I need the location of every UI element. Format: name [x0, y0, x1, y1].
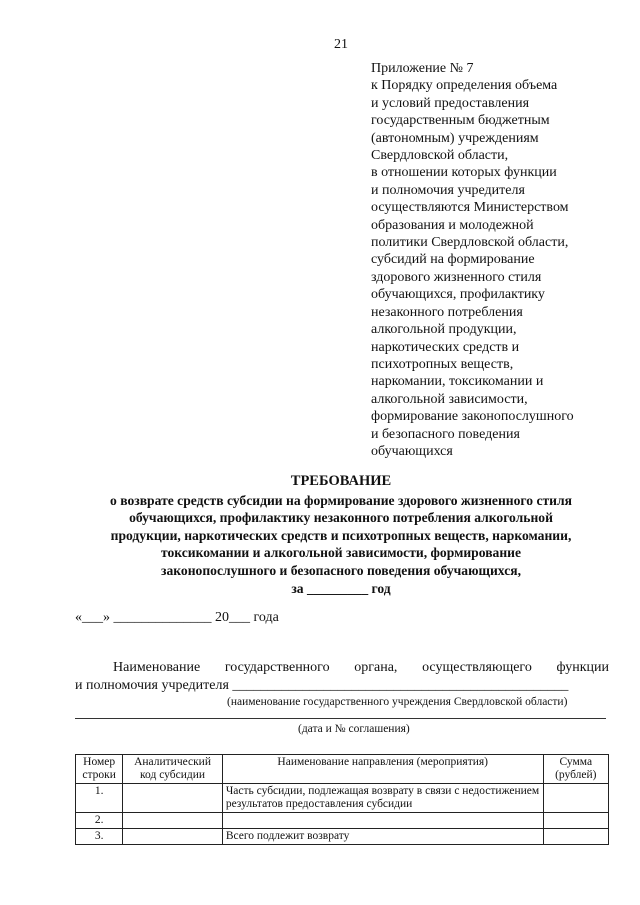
appendix-line: алкогольной зависимости,: [371, 391, 528, 407]
founder-name-line-1: Наименование государственного органа, осуществляющего функции: [113, 660, 609, 675]
row-direction: Часть субсидии, подлежащая возврату в связи с недостижением результатов предоставления субсидии: [222, 784, 543, 813]
appendix-line: Приложение № 7: [371, 61, 474, 76]
appendix-line: в отношении которых функции: [371, 165, 557, 181]
row-sum: [543, 784, 608, 813]
subtitle-line: обучающихся, профилактику незаконного потребления алкогольной: [129, 510, 553, 526]
row-direction: Всего подлежит возврату: [222, 829, 543, 845]
row-sum: [543, 829, 608, 845]
row-number: 3.: [76, 829, 123, 845]
row-code: [123, 784, 223, 813]
appendix-line: обучающихся, профилактику: [371, 287, 545, 303]
subtitle-year-line: за _________ год: [291, 580, 391, 596]
subsidy-return-table: [75, 754, 609, 845]
appendix-line: психотропных веществ,: [371, 356, 514, 372]
row-number: 1.: [76, 784, 123, 813]
appendix-line: незаконного потребления: [371, 304, 523, 320]
appendix-line: политики Свердловской области,: [371, 235, 569, 251]
appendix-line: государственным бюджетным: [371, 113, 550, 129]
appendix-line: наркотических средств и: [371, 339, 520, 355]
row-sum: [543, 813, 608, 829]
row-direction: [222, 813, 543, 829]
appendix-line: осуществляются Министерством: [371, 200, 569, 216]
subtitle-line: законопослушного и безопасного поведения обучающихся,: [161, 562, 521, 578]
row-code: [123, 829, 223, 845]
appendix-line: образования и молодежной: [371, 217, 534, 233]
appendix-line: к Порядку определения объема: [371, 78, 558, 94]
appendix-line: и безопасного поведения: [371, 426, 520, 442]
row-code: [123, 813, 223, 829]
table-row: [76, 829, 609, 845]
appendix-line: и полномочия учредителя: [371, 182, 525, 198]
header-subsidy-code: Аналитический код субсидии: [123, 755, 223, 784]
table-header-row: [76, 755, 609, 784]
agreement-caption: (дата и № соглашения): [298, 723, 410, 735]
subtitle-line: токсикомании и алкогольной зависимости, формирование: [160, 545, 522, 561]
header-sum: Сумма (рублей): [543, 755, 608, 784]
founder-name-paragraph: [75, 659, 609, 695]
founder-name-line-2: и полномочия учредителя ________________________________________________: [75, 678, 569, 693]
page-number: 21: [334, 37, 348, 52]
appendix-line: субсидий на формирование: [371, 252, 535, 268]
appendix-line: (автономным) учреждениям: [371, 130, 539, 146]
table-row: [76, 813, 609, 829]
subtitle-line: о возврате средств субсидии на формирование здорового жизненного стиля: [110, 492, 572, 508]
appendix-line: наркомании, токсикомании и: [371, 374, 544, 390]
appendix-line: Свердловской области,: [371, 148, 509, 164]
appendix-line: алкогольной продукции,: [371, 322, 517, 338]
appendix-heading: [371, 60, 631, 460]
date-line: «___» ______________ 20___ года: [75, 610, 279, 625]
header-direction-name: Наименование направления (мероприятия): [222, 755, 543, 784]
document-title: ТРЕБОВАНИЕ: [290, 473, 392, 489]
subtitle-line: продукции, наркотических средств и психотропных веществ, наркомании,: [110, 527, 572, 543]
agreement-rule: [75, 718, 606, 719]
appendix-line: формирование законопослушного: [371, 409, 574, 425]
institution-caption: (наименование государственного учреждения Свердловской области): [227, 696, 568, 708]
document-title-block: [60, 473, 622, 597]
table-row: [76, 784, 609, 813]
row-number: 2.: [76, 813, 123, 829]
appendix-line: обучающихся: [371, 443, 453, 459]
header-row-number: Номер строки: [76, 755, 123, 784]
appendix-line: и условий предоставления: [371, 95, 530, 111]
appendix-line: здорового жизненного стиля: [371, 269, 542, 285]
